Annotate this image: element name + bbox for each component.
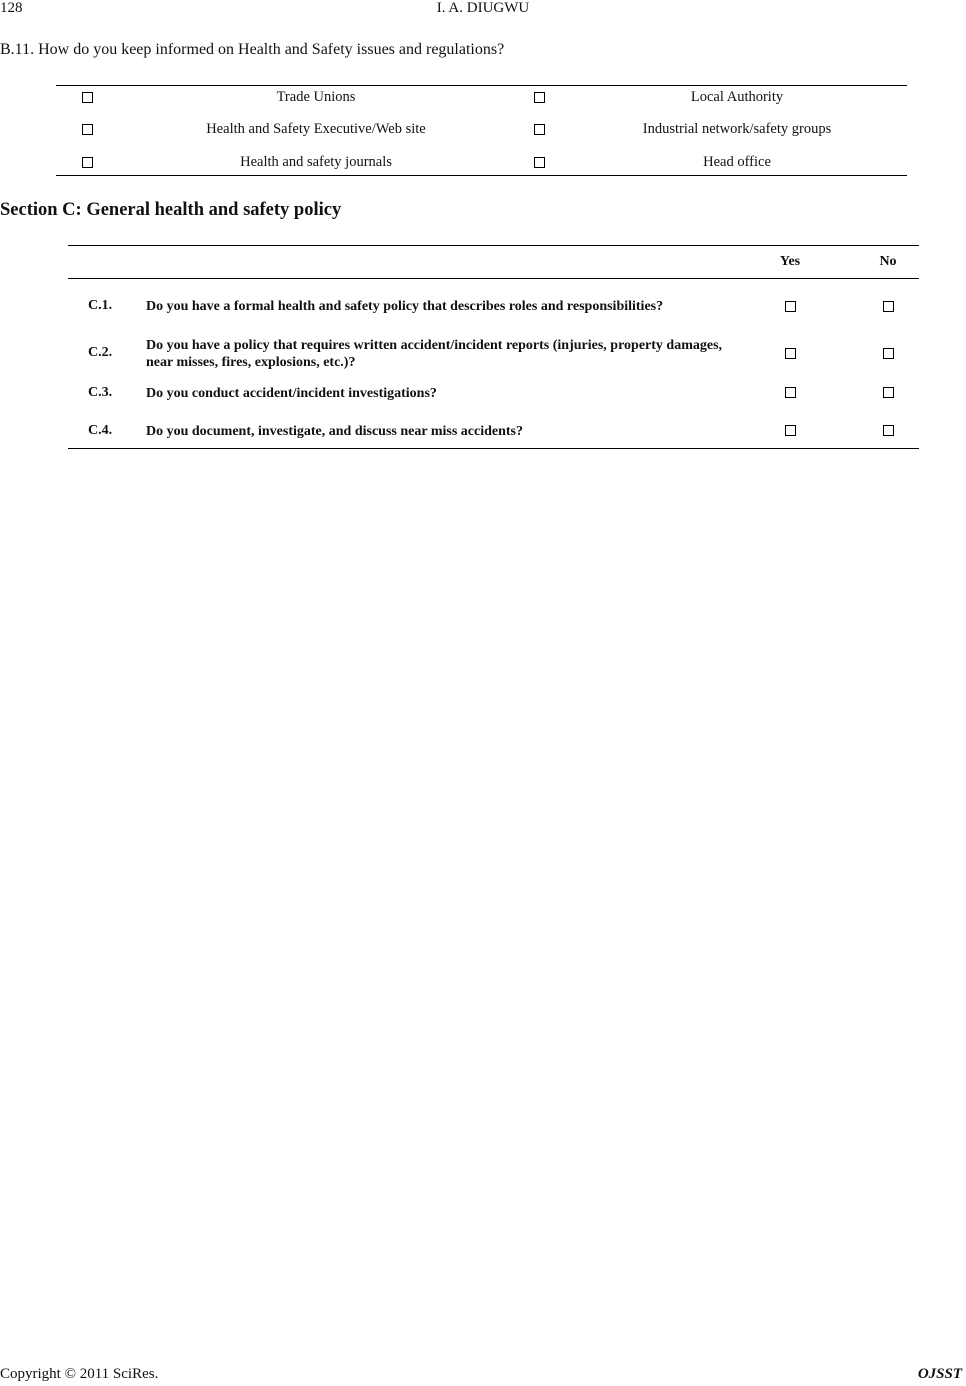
section-c-heading: Section C: General health and safety policy xyxy=(0,200,342,220)
checkbox-c2-yes[interactable] xyxy=(785,348,796,359)
question-text-c4: Do you document, investigate, and discuss near miss accidents? xyxy=(146,424,523,439)
question-text-c1: Do you have a formal health and safety policy that describes roles and responsibilities? xyxy=(146,299,664,314)
question-text-c2: Do you have a policy that requires written accident/incident reports (injuries, property damages, near misses, fires, explosions, etc.)? xyxy=(146,338,723,370)
question-text-c3: Do you conduct accident/incident investigations? xyxy=(146,386,437,401)
column-no-header: No xyxy=(879,254,897,269)
question-b11-text: B.11. How do you keep informed on Health and Safety issues and regulations? xyxy=(0,41,505,58)
checkbox-local-authority[interactable] xyxy=(534,92,545,103)
table-bottom-rule xyxy=(56,175,907,176)
footer-journal-name: OJSST xyxy=(917,1366,962,1382)
question-id-c3: C.3. xyxy=(88,385,113,400)
option-hs-journals: Health and safety journals xyxy=(240,154,392,170)
checkbox-head-office[interactable] xyxy=(534,157,545,168)
checkbox-c4-yes[interactable] xyxy=(785,425,796,436)
checkbox-trade-unions[interactable] xyxy=(82,92,93,103)
option-hse-website: Health and Safety Executive/Web site xyxy=(206,121,426,137)
checkbox-hse-website[interactable] xyxy=(82,124,93,135)
section-c-top-rule xyxy=(68,245,919,246)
checkbox-c1-yes[interactable] xyxy=(785,301,796,312)
checkbox-c4-no[interactable] xyxy=(883,425,894,436)
checkbox-c2-no[interactable] xyxy=(883,348,894,359)
checkbox-hs-journals[interactable] xyxy=(82,157,93,168)
checkbox-industrial-network[interactable] xyxy=(534,124,545,135)
question-id-c4: C.4. xyxy=(88,423,113,438)
column-yes-header: Yes xyxy=(779,254,801,269)
page-number: 128 xyxy=(0,0,23,16)
option-trade-unions: Trade Unions xyxy=(276,89,356,105)
question-id-c2: C.2. xyxy=(88,345,113,360)
option-industrial-network: Industrial network/safety groups xyxy=(642,121,832,137)
option-head-office: Head office xyxy=(703,154,771,170)
footer-copyright: Copyright © 2011 SciRes. xyxy=(0,1366,159,1382)
option-local-authority: Local Authority xyxy=(690,89,784,105)
running-head: I. A. DIUGWU xyxy=(436,0,530,16)
question-id-c1: C.1. xyxy=(88,298,113,313)
table-top-rule xyxy=(56,85,907,86)
section-c-bottom-rule xyxy=(68,448,919,449)
checkbox-c3-no[interactable] xyxy=(883,387,894,398)
checkbox-c3-yes[interactable] xyxy=(785,387,796,398)
checkbox-c1-no[interactable] xyxy=(883,301,894,312)
section-c-header-rule xyxy=(68,278,919,279)
